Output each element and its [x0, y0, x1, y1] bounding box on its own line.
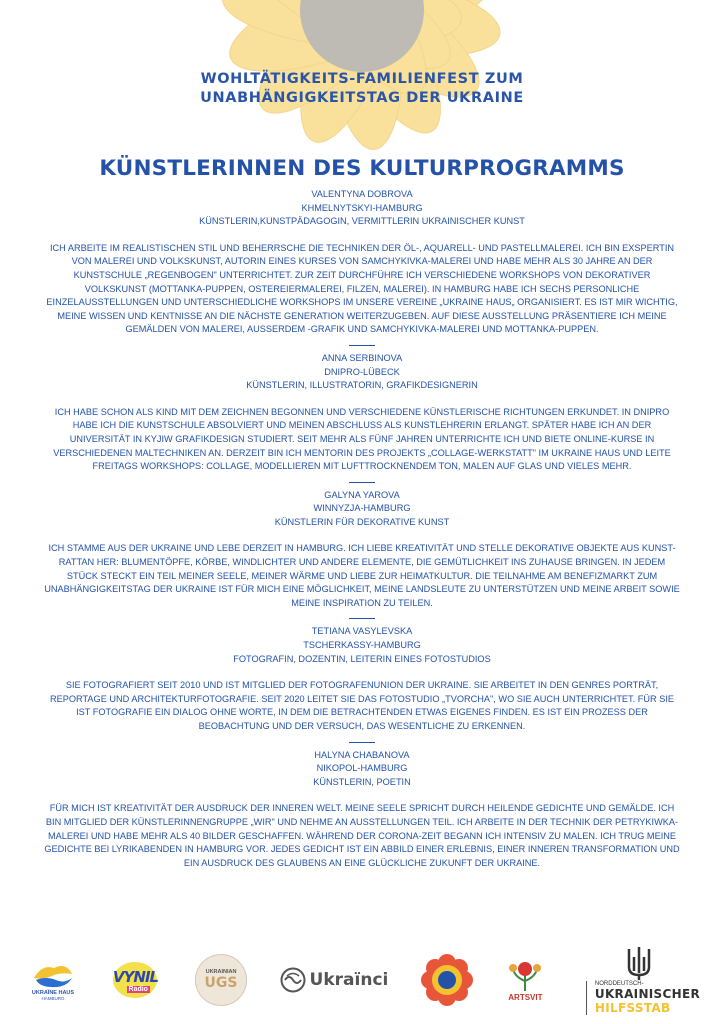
artist-name: GALYNA YAROVA [324, 489, 400, 500]
ukraine-haus-label: UKRAÏNE HAUS [31, 989, 75, 996]
hilfsstab-logo [578, 945, 700, 1015]
artist-location: TSCHERKASSY-HAMBURG [303, 640, 421, 651]
divider [349, 618, 375, 619]
ugs-main: UGS [204, 975, 238, 991]
event-title [60, 70, 664, 108]
artist-role: FOTOGRAFIN, DOZENTIN, LEITERIN EINES FOTOSTUDIOS [233, 653, 491, 664]
event-title-line-1: WOHLTÄTIGKEITS-FAMILIENFEST ZUM [200, 71, 524, 87]
hilfsstab-sub: HILFSSTAB [594, 1001, 671, 1015]
artist-name: VALENTYNA DOBROVA [311, 189, 413, 199]
divider [349, 742, 375, 743]
artist-location: DNIPRO-LÜBECK [324, 366, 400, 377]
artsvit-logo [505, 959, 545, 1002]
artsvit-label: ARTSVIT [508, 992, 543, 1002]
ukrainci-label: Ukraïnci [309, 970, 389, 990]
ukraine-haus-icon [30, 960, 76, 990]
ukrainci-icon [280, 967, 306, 993]
divider [349, 345, 375, 346]
artist-role: KÜNSTLERIN,KUNSTPÄDAGOGIN, VERMITTLERIN UKRAINISCHER KUNST [199, 216, 525, 227]
artist-bio: ICH ARBEITE IM REALISTISCHEN STIL UND BEHERRSCHE DIE TECHNIKEN DER ÖL-, AQUARELL- UND PASTELLMALEREI. ICH BIN EXSPERTIN VON MALEREI UND VOLKSKUNST, AUTORIN EINES KURSES VON SAMCHYKIVKA-MALEREI UND HABE MEHR ALS 30 JAHRE AN DER KUNSTSCHULE „REGENBOGEN" UNTERRICHTET. ZUR ZEIT DURCHFÜHRE ICH VERSCHIEDENE WORKSHOPS VON DEKORATIVER VOLKSKUNST (MOTTANKA-PUPPEN, OSTEREIERMALEREI, FILZEN, MALEREI). IN HAMBURG HABE ICH SECHS PERSONLICHE EINZELAUSSTELLUNGEN UND UNTERSCHIEDLICHE WORKSHOPS IM UNSERE VEREINE „UKRAINE HAUS„ ORGANISIERT. ES IST MIR WICHTIG, MEINE WISSEN UND KENTNISSE AN DIE NÄCHSTE GENERATION WEITERZUGEBEN. AUF DIESE AUSSTELLUNG PRÄSENTIERE ICH MEINE GEMÄLDEN VON MALEREI, AUSSERDEM -GRAFIK UND SAMCHYKIVKA-MALEREI UND MOTTANKA-PUPPEN. [46, 242, 678, 335]
divider [349, 482, 375, 483]
hilfsstab-small: NORDDEUTSCH- [594, 981, 644, 987]
artist-role: KÜNSTLERIN FÜR DEKORATIVE KUNST [274, 516, 450, 527]
radio-sub: Radio [128, 986, 148, 993]
ugs-top: UKRAINIAN [205, 969, 237, 975]
radio-title: VYNIL [112, 968, 159, 986]
artist-role: KÜNSTLERIN, ILLUSTRATORIN, GRAFIKDESIGNERIN [246, 380, 478, 391]
radio-badge [109, 958, 163, 1002]
hilfsstab-main: UKRAINISCHER [594, 987, 700, 1001]
artist-location: KHMELNYTSKYI-HAMBURG [301, 202, 423, 213]
ukraine-haus-sub: HAMBURG [41, 995, 65, 1001]
artist-entry [42, 352, 682, 483]
artist-name: TETIANA VASYLEVSKA [311, 626, 413, 637]
artist-bio: ICH HABE SCHON ALS KIND MIT DEM ZEICHNEN BEGONNEN UND VERSCHIEDENE KÜNSTLERISCHE RICHTUNGEN ERKUNDET. IN DNIPRO HABE ICH DIE KUNSTSCHULE ABSOLVIERT UND MEINEN ABSCHLUSS ALS KUNSTLEHRERIN ERLANGT. SPÄTER HABE ICH AN DER UNIVERSITÄT IN KYJIW GRAFIKDESIGN STUDIERT. SEIT MEHR ALS FÜNF JAHREN UNTERRICHTE ICH UND BIETE ONLINE-KURSE IN VERSCHIEDENEN MALTECHNIKEN AN. DERZEIT BIN ICH MENTORIN DES PROJEKTS „COLLAGE-WERKSTATT" IM UKRAINE HAUS UND LEITE FREITAGS WORKSHOPS: COLLAGE, MODELLIEREN MIT LUFTTROCKNENDEM TON, MALEN AUF GLAS UND VIELES MEHR. [53, 406, 671, 472]
ukraine-haus-logo [30, 960, 76, 1001]
artist-bio: SIE FOTOGRAFIERT SEIT 2010 UND IST MITGLIED DER FOTOGRAFENUNION DER UKRAINE. SIE ARBEITET IN DEN GENRES PORTRÄT, REPORTAGE UND ARCHITEKTURFOTOGRAFIE. SEIT 2020 LEITET SIE DAS FOTOSTUDIO „TVORCHA", WO SIE AUCH UNTERRICHTET. FÜR SIE IST FOTOGRAFIE EIN DIALOG OHNE WORTE, IN DEM DIE BETRACHTENDEN ETWAS EIGENES FINDEN. ES IST EIN PROZESS DER BEOBACHTUNG UND DER VERSUCH, DAS WESENTLICHE ZU ERKENNEN. [49, 680, 674, 731]
ugs-badge [195, 954, 247, 1006]
event-title-line-2: UNABHÄNGIGKEITSTAG DER UKRAINE [200, 90, 524, 106]
artist-entry [42, 188, 682, 346]
flower-logo [421, 954, 473, 1006]
artist-entry [42, 749, 682, 871]
artist-location: WINNYZJA-HAMBURG [313, 503, 411, 514]
artist-role: KÜNSTLERIN, POETIN [313, 776, 411, 787]
artist-entry [42, 625, 682, 742]
section-title: KÜNSTLERINNEN DES KULTURPROGRAMMS [99, 156, 625, 181]
artist-list [42, 188, 682, 870]
artist-name: ANNA SERBINOVA [321, 352, 403, 363]
radio-logo [109, 958, 163, 1002]
artist-location: NIKOPOL-HAMBURG [316, 763, 408, 774]
trident-icon [625, 945, 653, 981]
ugs-logo [195, 954, 247, 1006]
artist-name: HALYNA CHABANOVA [314, 749, 410, 760]
artist-bio: ICH STAMME AUS DER UKRAINE UND LEBE DERZEIT IN HAMBURG. ICH LIEBE KREATIVITÄT UND STELLE DEKORATIVE OBJEKTE AUS KUNST-RATTAN HER: BLUMENTÖPFE, KÖRBE, WINDLICHTER UND ANDERE ELEMENTE, DIE GEMÜTLICHKEIT INS ZUHAUSE BRINGEN. IN JEDEM STÜCK STECKT EIN TEIL MEINER SEELE, MEINER WÄRME UND LIEBE ZUR HEIMATKULTUR. DIE TEILNAHME AM BENEFIZMARKT ZUM UNABHÄNGIGKEITSTAG DER UKRAINE IST FÜR MICH EINE MÖGLICHKEIT, MEINE LANDSLEUTE ZU UNTERSTÜTZEN UND MEINE ARBEIT SOWIE MEINE INSPIRATION ZU TEILEN. [44, 543, 680, 608]
sponsor-logos [30, 948, 700, 1015]
artist-entry [42, 489, 682, 620]
flower-icon [421, 954, 473, 1006]
ukrainci-logo [280, 967, 389, 993]
artsvit-icon [505, 959, 545, 993]
artist-bio: FÜR MICH IST KREATIVITÄT DER AUSDRUCK DER INNEREN WELT. MEINE SEELE SPRICHT DURCH HEILENDE GEDICHTE UND GEMÄLDE. ICH BIN MITGLIED DER KÜNSTLERINNENGRUPPE „WIR" UND NEHME AN AUSSTELLUNGEN TEIL. ICH ARBEITE IN DER TECHNIK DER PETRYKIWKA-MALEREI UND HABE MEHR ALS 40 BILDER GESCHAFFEN. WÄHREND DER CORONA-ZEIT BEGANN ICH INTENSIV ZU MALEN. ICH TRUG MEINE GEDICHTE BEI LYRIKABENDEN IN HAMBURG VOR. JEDES GEDICHT IST EIN ABBILD EINER ERLEBNIS, EINER INNEREN TRANSFORMATION UND EIN AUSDRUCK DES GLAUBENS AN EINE GLÜCKLICHE ZUKUNFT DER UKRAINE. [44, 803, 680, 868]
